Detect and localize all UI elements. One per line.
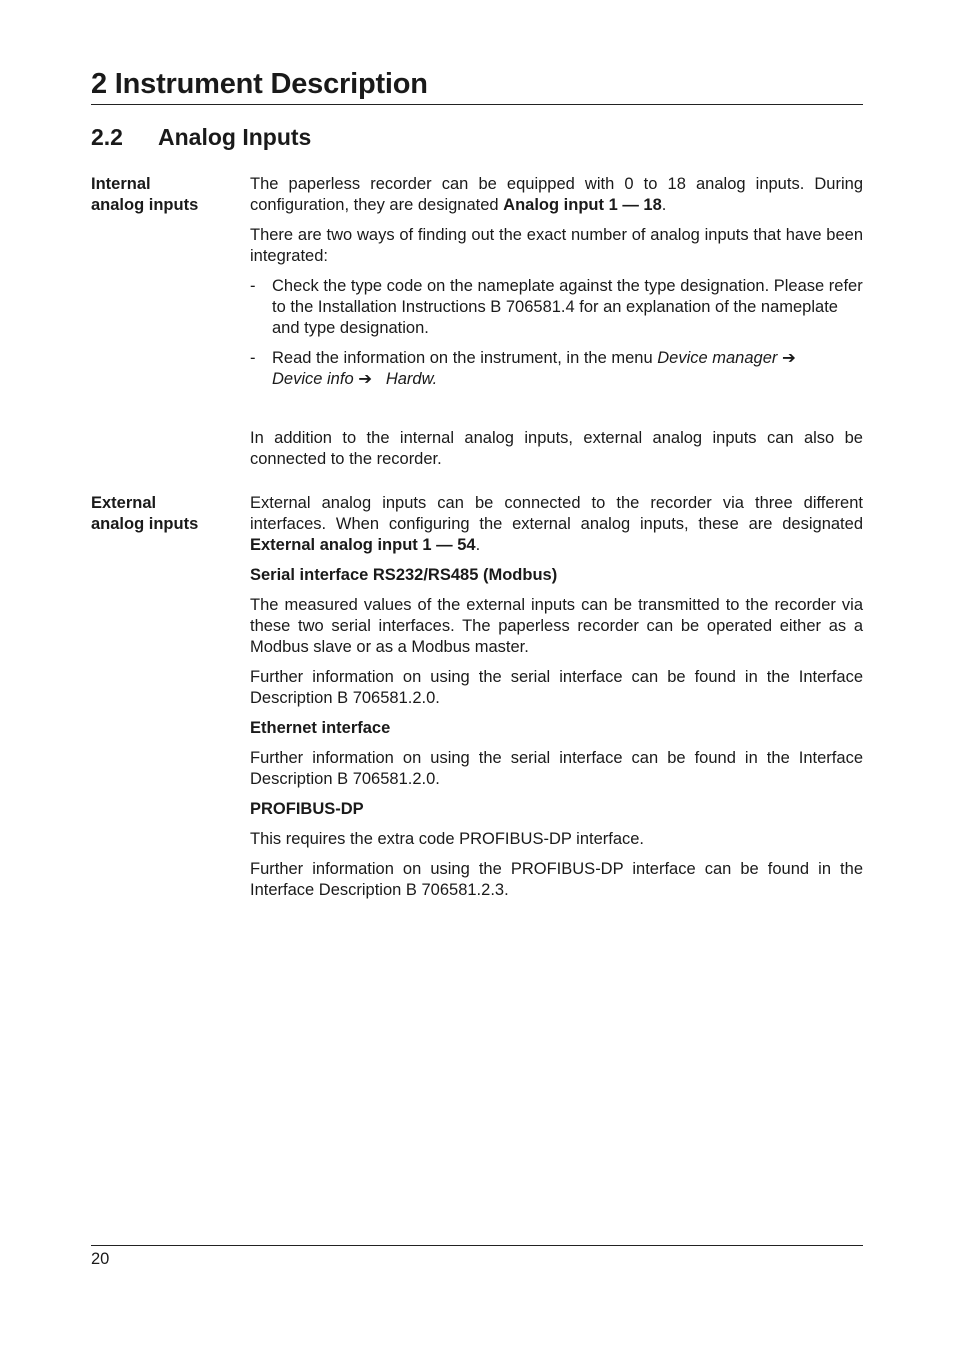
external-paragraph-1 xyxy=(250,493,863,556)
side-label-internal-line1: Internal xyxy=(91,175,151,193)
dash-bullet: - xyxy=(250,277,256,295)
chapter-title: 2 Instrument Description xyxy=(91,68,428,100)
external-body xyxy=(250,493,863,910)
side-label-external xyxy=(91,493,241,535)
serial-interface-heading: Serial interface RS232/RS485 (Modbus) xyxy=(250,566,558,584)
internal-p1-end: . xyxy=(661,196,667,214)
serial-paragraph-2: Further information on using the serial interface can be found in the Interface Description B 706581.2.0. xyxy=(250,668,863,707)
page-number: 20 xyxy=(91,1250,110,1268)
bullet-2-text: Read the information on the instrument, in the menu xyxy=(272,349,658,367)
list-item xyxy=(250,348,863,390)
serial-paragraph-1: The measured values of the external inputs can be transmitted to the recorder via these two serial interfaces. The paperless recorder can be operated either as a Modbus slave or as a Modbus master. xyxy=(250,596,863,656)
section-number: 2.2 xyxy=(91,124,123,150)
section-heading xyxy=(91,122,311,152)
profibus-paragraph-1: This requires the extra code PROFIBUS-DP interface. xyxy=(250,830,645,848)
footer-rule xyxy=(91,1245,863,1246)
spacer xyxy=(250,399,863,428)
menu-path-device-manager: Device manager xyxy=(657,349,778,367)
external-p1-end: . xyxy=(475,536,481,554)
side-label-external-line1: External xyxy=(91,494,157,512)
arrow-right-icon: ➔ xyxy=(358,370,373,388)
internal-body xyxy=(250,174,863,479)
external-p1-text: External analog inputs can be connected to the recorder via three different interfaces. When configuring the external analog inputs, these are designated xyxy=(250,494,863,533)
section-title: Analog Inputs xyxy=(158,124,312,150)
menu-path-hardware: Hardw. xyxy=(385,370,438,388)
internal-p1-bold: Analog input 1 — 18 xyxy=(503,196,662,214)
internal-bullet-list xyxy=(250,276,863,390)
bullet-1-text: Check the type code on the nameplate against the type designation. Please refer to the Installation Instructions B 706581.4 for an explanation of the nameplate and type designation. xyxy=(272,277,863,337)
side-label-internal xyxy=(91,174,241,216)
list-item xyxy=(250,276,863,339)
header-rule xyxy=(91,104,863,105)
side-label-internal-line2: analog inputs xyxy=(91,196,199,214)
internal-paragraph-3: In addition to the internal analog inputs, external analog inputs can also be connected to the recorder. xyxy=(250,429,863,468)
side-label-external-line2: analog inputs xyxy=(91,515,199,533)
external-p1-bold: External analog input 1 — 54 xyxy=(250,536,476,554)
profibus-heading: PROFIBUS-DP xyxy=(250,800,364,818)
arrow-right-icon: ➔ xyxy=(781,349,796,367)
ethernet-interface-heading: Ethernet interface xyxy=(250,719,391,737)
internal-paragraph-2: There are two ways of finding out the exact number of analog inputs that have been integrated: xyxy=(250,226,863,265)
ethernet-paragraph-1: Further information on using the serial interface can be found in the Interface Description B 706581.2.0. xyxy=(250,749,863,788)
internal-p1-text: The paperless recorder can be equipped with 0 to 18 analog inputs. During configuration, they are designated xyxy=(250,175,863,214)
internal-paragraph-1 xyxy=(250,174,863,216)
profibus-paragraph-2: Further information on using the PROFIBUS-DP interface can be found in the Interface Description B 706581.2.3. xyxy=(250,860,863,899)
dash-bullet: - xyxy=(250,349,256,367)
menu-path-device-info: Device info xyxy=(272,370,354,388)
